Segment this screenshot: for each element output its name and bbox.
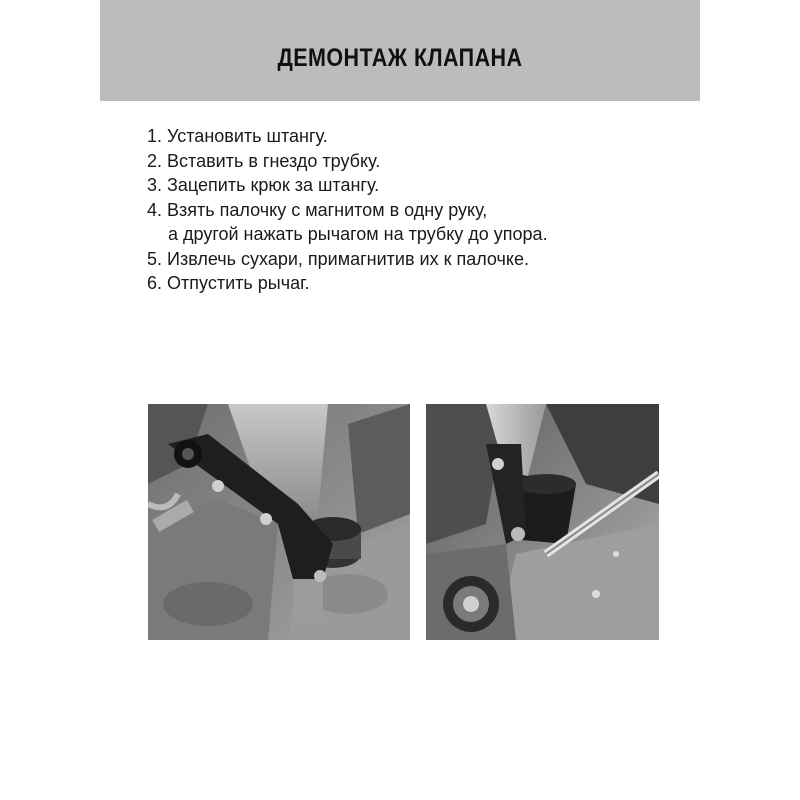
photo-compressor-installed [148, 404, 410, 640]
step-text: Взять палочку с магнитом в одну руку, [167, 199, 488, 220]
step-text-continued: а другой нажать рычагом на трубку до упора. [168, 224, 548, 244]
step-number: 5. [147, 248, 163, 269]
page-title: ДЕМОНТАЖ КЛАПАНА [277, 44, 523, 72]
header-band [100, 0, 700, 101]
step-text: Зацепить крюк за штангу. [167, 175, 380, 195]
step-number: 1. [147, 126, 163, 146]
step-text: Установить штангу. [167, 126, 328, 146]
step-text: Отпустить рычаг. [167, 273, 310, 293]
lever-illustration [426, 404, 659, 640]
step-item [147, 247, 667, 272]
step-text: Вставить в гнездо трубку. [167, 150, 381, 171]
instruction-sheet [100, 0, 700, 800]
step-number: 6. [147, 273, 163, 293]
steps-list [147, 124, 667, 296]
compressor-illustration [148, 404, 410, 640]
step-item [147, 198, 667, 247]
step-number: 2. [147, 150, 163, 171]
step-number: 3. [147, 175, 163, 195]
step-item [147, 149, 667, 174]
step-text: Извлечь сухари, примагнитив их к палочке. [167, 248, 530, 269]
step-item [147, 271, 667, 296]
step-item [147, 173, 667, 198]
step-number: 4. [147, 199, 163, 220]
step-item [147, 124, 667, 149]
photo-lever-and-magnet [426, 404, 659, 640]
